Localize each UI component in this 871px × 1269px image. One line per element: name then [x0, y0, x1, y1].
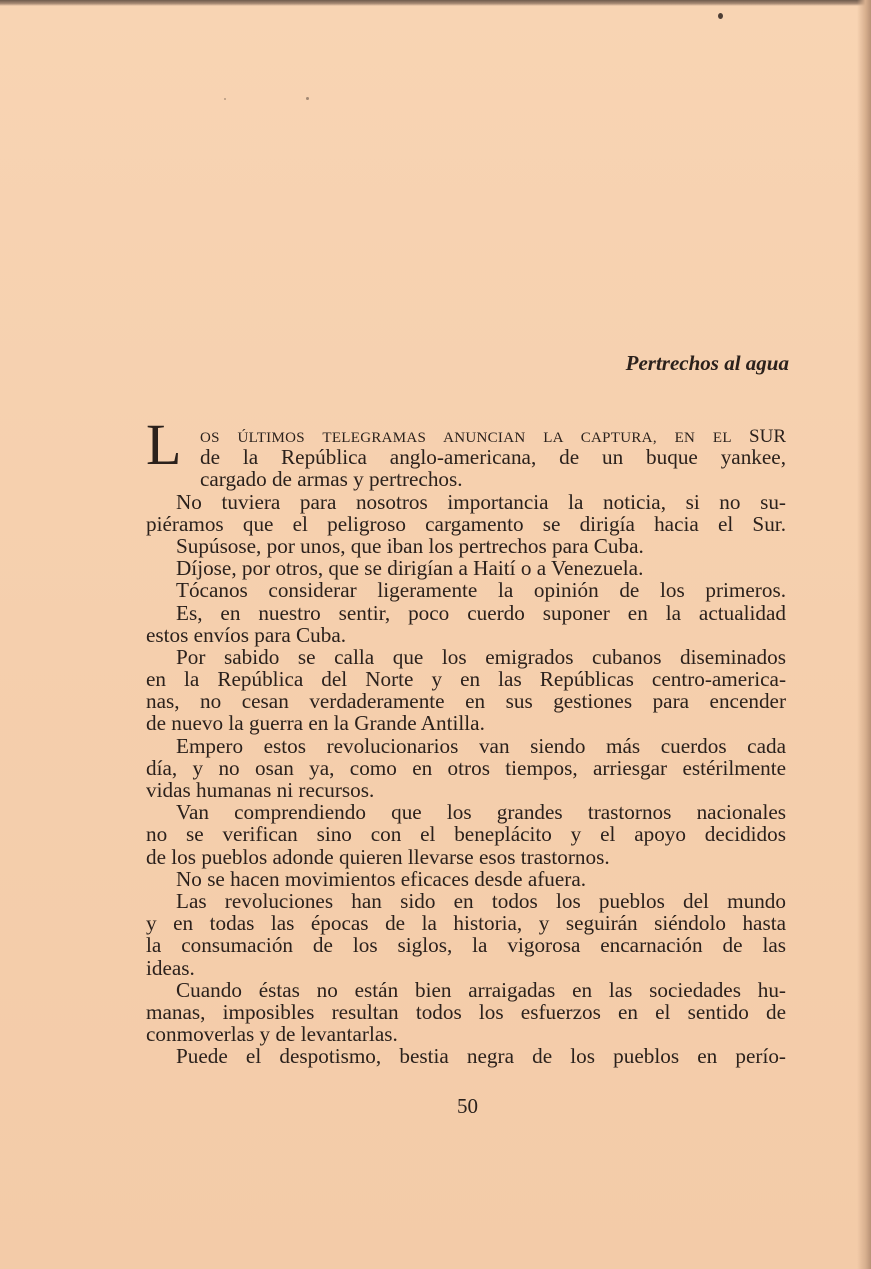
text-line: conmoverlas y de levantarlas.	[146, 1022, 398, 1047]
text-line: Supúsose, por unos, que iban los pertrechos para Cuba.	[176, 533, 644, 558]
ink-speck	[718, 13, 723, 19]
text-line: ideas.	[146, 955, 195, 980]
text-line: Díjose, por otros, que se dirigían a Haití o a Venezuela.	[176, 556, 644, 581]
ink-speck	[306, 97, 309, 100]
text-line: y en todas las épocas de la historia, y seguirán siéndolo hasta	[146, 911, 786, 936]
text-line: la consumación de los siglos, la vigorosa encarnación de las	[146, 933, 786, 958]
body-text	[146, 412, 786, 1069]
text-line: Tócanos considerar ligeramente la opinión de los primeros.	[176, 578, 786, 603]
text-line	[200, 424, 786, 446]
text-line: Puede el despotismo, bestia negra de los pueblos en perío-	[176, 1044, 786, 1069]
page-number: 50	[457, 1094, 478, 1118]
text-line: No se hacen movimientos eficaces desde afuera.	[176, 866, 587, 891]
page-right-edge	[857, 0, 871, 1269]
text-line: cargado de armas y pertrechos.	[200, 467, 463, 492]
text-line: de nuevo la guerra en la Grande Antilla.	[146, 711, 485, 736]
smallcaps-lead: OS ÚLTIMOS TELEGRAMAS ANUNCIAN LA CAPTURA, EN EL	[200, 430, 750, 446]
text-line: estos envíos para Cuba.	[146, 622, 347, 647]
text-line: manas, imposibles resultan todos los esfuerzos en el sentido de	[146, 999, 786, 1024]
text-line: nas, no cesan verdaderamente en sus gestiones para encender	[146, 689, 786, 714]
text-line: de los pueblos adonde quieren llevarse esos trastornos.	[146, 844, 610, 869]
text-line: Es, en nuestro sentir, poco cuerdo suponer en la actualidad	[176, 600, 786, 625]
text-line: de la República anglo-americana, de un buque yankee,	[200, 445, 786, 470]
text-line: Cuando éstas no están bien arraigadas en las sociedades hu-	[176, 977, 786, 1002]
text-line: en la República del Norte y en las Repúblicas centro-america-	[146, 667, 786, 692]
text-line: día, y no osan ya, como en otros tiempos, arriesgar estérilmente	[146, 755, 786, 780]
text-line: Van comprendiendo que los grandes trastornos nacionales	[176, 800, 786, 825]
text-line: Empero estos revolucionarios van siendo más cuerdos cada	[176, 733, 786, 758]
text-line: piéramos que el peligroso cargamento se dirigía hacia el Sur.	[146, 511, 786, 536]
text-line: vidas humanas ni recursos.	[146, 778, 375, 802]
drop-cap: L	[146, 412, 182, 477]
smallcaps-sur: SUR	[749, 426, 786, 447]
page-top-edge	[0, 0, 871, 6]
ink-speck	[224, 98, 226, 100]
text-line: No tuviera para nosotros importancia la noticia, si no su-	[176, 489, 786, 514]
text-line: Por sabido se calla que los emigrados cubanos diseminados	[176, 644, 786, 669]
opening-paragraph	[146, 412, 786, 492]
chapter-title: Pertrechos al agua	[625, 351, 789, 375]
text-line: no se verifican sino con el beneplácito y el apoyo decididos	[146, 822, 786, 847]
text-line: Las revoluciones han sido en todos los pueblos del mundo	[176, 888, 786, 913]
